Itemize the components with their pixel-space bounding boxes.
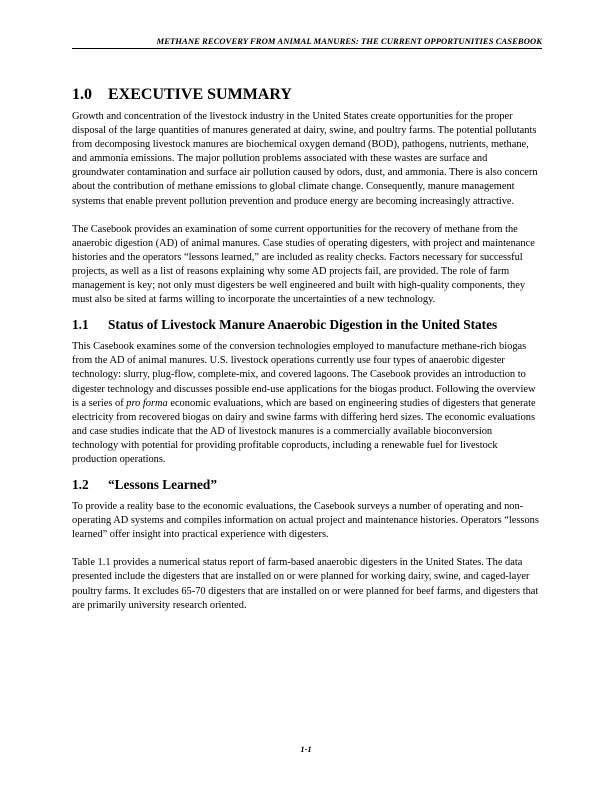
- running-header: METHANE RECOVERY FROM ANIMAL MANURES: THE CURRENT OPPORTUNITIES CASEBOOK: [72, 36, 542, 49]
- section-title: “Lessons Learned”: [108, 477, 217, 493]
- section-number: 1.0: [72, 86, 92, 103]
- paragraph-text: This Casebook examines some of the conversion technologies employed to manufacture methane-rich biogas from the AD of animal manures. U.S. livestock operations currently use four types of anaerobic digester technology: slurry, plug-flow, complete-mix, and covered lagoons. The Casebook provides an introduction to digester technology and discusses possible end-use applications for the biogas product. Following the overview is a series of: [72, 341, 536, 409]
- paragraph: To provide a reality base to the economic evaluations, the Casebook surveys a number of operating and non-operating AD systems and compiles information on actual project and maintenance histories. Operators “lessons learned” offer insight into practical experience with digesters.: [72, 501, 539, 541]
- section-number: 1.2: [72, 477, 89, 493]
- section-heading-1-0: [72, 86, 540, 104]
- paragraph: Table 1.1 provides a numerical status report of farm-based anaerobic digesters in the United States. The data presented include the digesters that are installed on or were planned for working dairy, swine, and caged-layer poultry farms. It excludes 65-70 digesters that are installed on or were planned for beef farms, and digesters that are primarily university research oriented.: [72, 557, 539, 611]
- page-number: 1-1: [300, 744, 312, 754]
- section-title: EXECUTIVE SUMMARY: [108, 86, 292, 103]
- section-title: Status of Livestock Manure Anaerobic Digestion in the United States: [108, 317, 498, 333]
- section-heading-1-1: [72, 317, 540, 333]
- italic-term: pro forma: [126, 397, 168, 409]
- paragraph: Growth and concentration of the livestock industry in the United States create opportunities for the proper disposal of the large quantities of manures generated at dairy, swine, and poultry farms. The potential pollutants from decomposing livestock manures are biochemical oxygen demand (BOD), pathogens, nutrients, methane, and ammonia emissions. The major pollution problems associated with these wastes are surface and groundwater contamination and surface air pollution caused by odors, dust, and ammonia. There is also concern about the contribution of methane emissions to global climate change. Consequently, manure management systems that enable prevent pollution prevention and produce energy are becoming increasingly attractive.: [72, 111, 538, 207]
- section-number: 1.1: [72, 317, 89, 333]
- section-heading-1-2: [72, 477, 540, 493]
- paragraph-text: economic evaluations, which are based on engineering studies of digesters that generate electricity from recovered biogas on dairy and swine farms with differing herd sizes. The economic evaluations and case studies indicate that the AD of livestock manures is a commercially available bioconversion technology with potential for providing profitable coproducts, including a renewable fuel for livestock production operations.: [72, 397, 536, 465]
- page-content: [72, 86, 540, 613]
- paragraph: The Casebook provides an examination of some current opportunities for the recovery of methane from the anaerobic digestion (AD) of animal manures. Case studies of operating digesters, with project and maintenance histories and the operators “lessons learned,” are included as reality checks. Factors necessary for successful projects, as well as a list of reasons explaining why some AD projects fail, are provided. The role of farm management is key; not only must digesters be well engineered and built with high-quality components, they must also be sited at farms willing to incorporate the uncertainties of a new technology.: [72, 223, 535, 306]
- paragraph: [72, 340, 540, 467]
